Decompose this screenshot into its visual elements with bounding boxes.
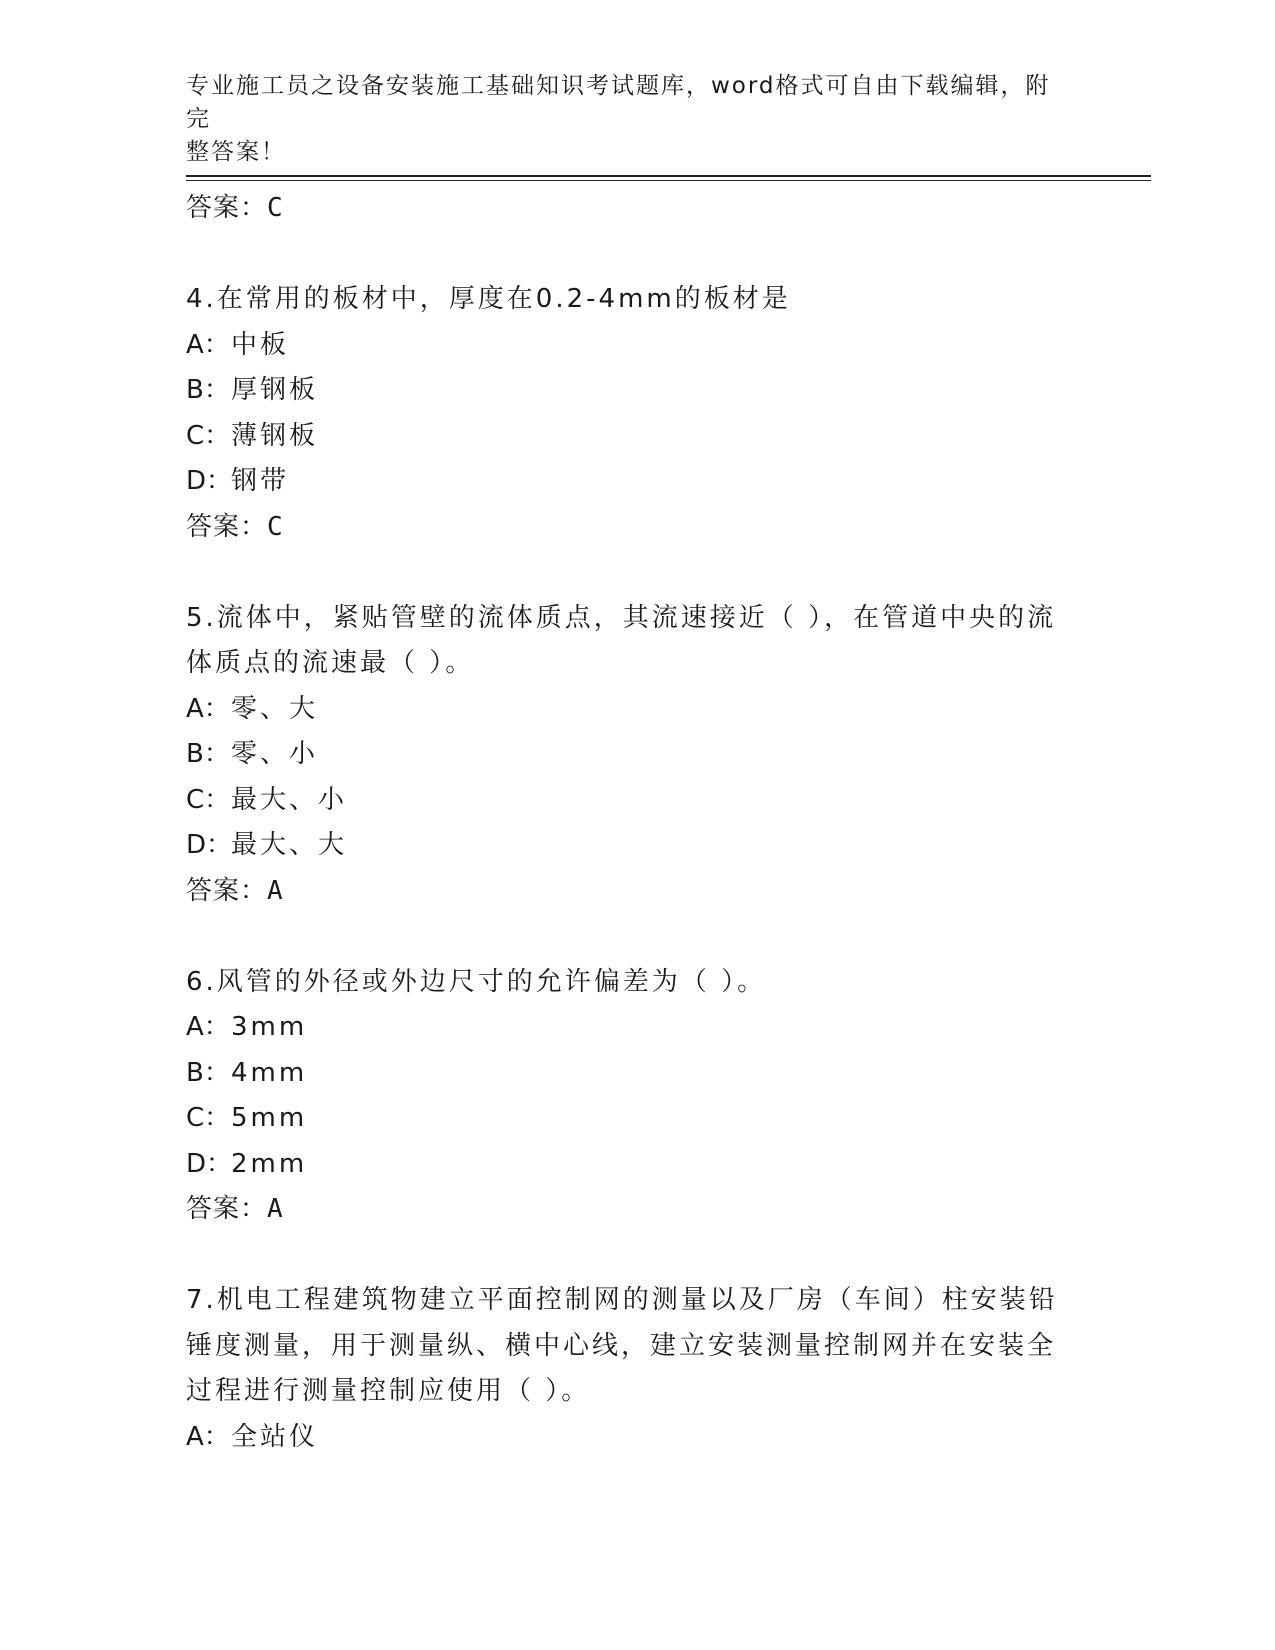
question-5-option-a xyxy=(186,687,1086,733)
option-text: 2mm xyxy=(231,1148,308,1179)
answer-value: C xyxy=(267,193,284,223)
answer-label: 答案： xyxy=(186,875,268,906)
question-6-answer xyxy=(186,1187,1086,1233)
question-6-option-a xyxy=(186,1005,1086,1051)
option-key: B： xyxy=(186,1057,230,1088)
spacer xyxy=(186,232,1086,278)
previous-answer xyxy=(186,186,1086,232)
question-5-option-d xyxy=(186,823,1086,869)
answer-label: 答案： xyxy=(186,193,268,223)
spacer xyxy=(186,550,1086,596)
header-divider-thin xyxy=(186,180,1151,181)
question-4-option-b xyxy=(186,368,1086,414)
option-text: 零、小 xyxy=(231,739,319,769)
question-6-option-d xyxy=(186,1142,1086,1188)
option-text: 5mm xyxy=(231,1103,308,1133)
option-key: A： xyxy=(186,329,230,360)
question-list xyxy=(186,186,1086,1460)
question-7-stem-line-3: 过程进行测量控制应使用（ ）。 xyxy=(186,1376,591,1406)
option-text: 4mm xyxy=(231,1057,308,1088)
option-key: A： xyxy=(186,693,230,724)
header-divider-thick xyxy=(186,175,1151,177)
question-4-option-c xyxy=(186,414,1086,460)
option-key: B： xyxy=(186,375,230,405)
question-5-answer xyxy=(186,869,1086,915)
answer-label: 答案： xyxy=(186,1194,268,1224)
option-text: 全站仪 xyxy=(231,1421,319,1452)
option-text: 最大、大 xyxy=(231,830,348,860)
answer-value: A xyxy=(267,1194,284,1224)
question-7-stem-line-2: 锤度测量，用于测量纵、横中心线，建立安装测量控制网并在安装全 xyxy=(186,1330,1057,1361)
question-5-option-c xyxy=(186,778,1086,824)
option-key: D： xyxy=(186,466,233,496)
option-text: 中板 xyxy=(231,329,290,360)
option-text: 钢带 xyxy=(231,466,290,496)
option-key: D： xyxy=(186,1148,233,1179)
question-5-option-b xyxy=(186,732,1086,778)
option-key: C： xyxy=(186,784,231,815)
answer-value: A xyxy=(267,875,284,906)
option-key: C： xyxy=(186,420,231,451)
header-line-2: 整答案！ xyxy=(186,139,286,165)
option-key: B： xyxy=(186,739,230,769)
option-key: C： xyxy=(186,1103,231,1133)
option-text: 薄钢板 xyxy=(231,420,319,451)
answer-value: C xyxy=(267,511,284,542)
question-6-option-c xyxy=(186,1096,1086,1142)
option-key: A： xyxy=(186,1012,230,1042)
question-7-option-a xyxy=(186,1415,1086,1461)
question-5-stem-line-2: 体质点的流速最（ ）。 xyxy=(186,648,475,678)
document-header xyxy=(186,70,1066,169)
question-7-stem-line-1: 7.机电工程建筑物建立平面控制网的测量以及厂房（车间）柱安装铅 xyxy=(186,1285,1058,1315)
option-text: 最大、小 xyxy=(231,784,348,815)
question-4-option-d xyxy=(186,459,1086,505)
option-text: 零、大 xyxy=(231,693,319,724)
question-4-stem: 4.在常用的板材中，厚度在0.2-4mm的板材是 xyxy=(186,284,791,314)
spacer xyxy=(186,1233,1086,1279)
question-5-stem-line-1: 5.流体中，紧贴管壁的流体质点，其流速接近（ ），在管道中央的流 xyxy=(186,602,1057,633)
option-key: D： xyxy=(186,830,233,860)
question-4-answer xyxy=(186,505,1086,551)
question-6-stem: 6.风管的外径或外边尺寸的允许偏差为（ ）。 xyxy=(186,966,767,997)
option-text: 3mm xyxy=(231,1012,308,1042)
header-line-1: 专业施工员之设备安装施工基础知识考试题库，word格式可自由下载编辑，附完 xyxy=(186,73,1051,132)
answer-label: 答案： xyxy=(186,511,268,542)
option-text: 厚钢板 xyxy=(231,375,319,405)
question-6-option-b xyxy=(186,1051,1086,1097)
question-4-option-a xyxy=(186,323,1086,369)
spacer xyxy=(186,914,1086,960)
option-key: A： xyxy=(186,1421,230,1452)
